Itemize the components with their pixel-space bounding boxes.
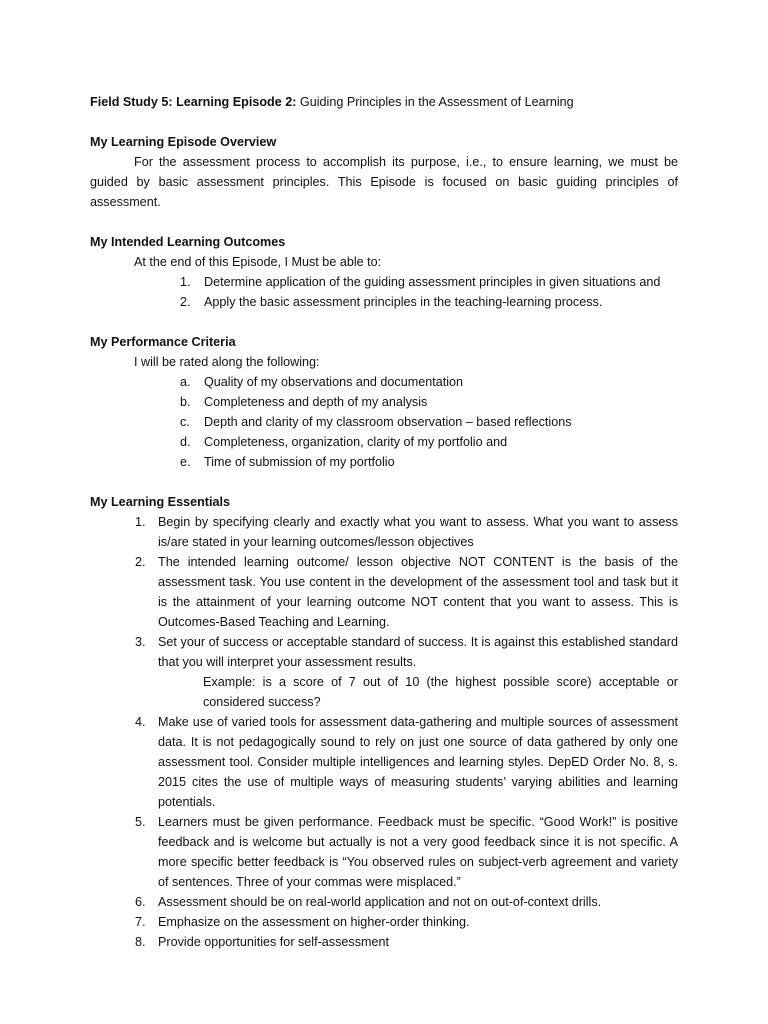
item-letter: c.: [180, 415, 190, 429]
item-text: Determine application of the guiding assessment principles in given situations and: [204, 275, 661, 289]
document-title: [90, 92, 678, 112]
list-item: [90, 892, 678, 912]
item-text: Time of submission of my portfolio: [204, 455, 395, 469]
item-text: Completeness, organization, clarity of my portfolio and: [204, 435, 508, 449]
item-text: Begin by specifying clearly and exactly what you want to assess. What you want to assess is/are stated in your learning outcomes/lesson objectives: [158, 515, 678, 549]
item-number: 4.: [135, 715, 146, 729]
essentials-list: [90, 512, 678, 952]
overview-heading: My Learning Episode Overview: [90, 135, 277, 149]
item-number: 2.: [180, 295, 191, 309]
item-number: 5.: [135, 815, 146, 829]
item-letter: a.: [180, 375, 191, 389]
item-body: [158, 632, 678, 712]
list-item: [90, 812, 678, 892]
item-text: Make use of varied tools for assessment data-gathering and multiple sources of assessment data. It is not pedagogically sound to rely on just one source of data gathered by only one assessment tool. Consider multiple intelligences and learning styles. DepED Order No. 8, s. 2015 cites the use of multiple ways of measuring students’ varying abilities and learning potentials.: [158, 715, 678, 809]
item-text: Learners must be given performance. Feedback must be specific. “Good Work!” is positive feedback and is welcome but actually is not a very good feedback since it is not specific. A more specific better feedback is “You observed rules on subject-verb agreement and variety of sentences. Three of your commas were misplaced.”: [158, 815, 678, 889]
list-item: [90, 712, 678, 812]
item-text: Provide opportunities for self-assessment: [158, 935, 389, 949]
item-text: Quality of my observations and documentation: [204, 375, 464, 389]
list-item: [90, 392, 678, 412]
overview-text: For the assessment process to accomplish its purpose, i.e., to ensure learning, we must be guided by basic assessment principles. This Episode is focused on basic guiding principles of assessment.: [90, 155, 678, 209]
item-text: Assessment should be on real-world application and not on out-of-context drills.: [158, 895, 602, 909]
item-letter: e.: [180, 455, 191, 469]
list-item: [90, 432, 678, 452]
item-number: 6.: [135, 895, 146, 909]
list-item: [90, 412, 678, 432]
criteria-intro: I will be rated along the following:: [134, 355, 320, 369]
item-number: 7.: [135, 915, 146, 929]
item-text: Depth and clarity of my classroom observation – based reflections: [204, 415, 572, 429]
criteria-heading: My Performance Criteria: [90, 335, 236, 349]
item-number: 3.: [135, 635, 146, 649]
list-item: [90, 452, 678, 472]
document-body: [90, 92, 678, 952]
item-number: 8.: [135, 935, 146, 949]
item-letter: d.: [180, 435, 191, 449]
item-text: Apply the basic assessment principles in the teaching-learning process.: [204, 295, 603, 309]
list-item: [90, 552, 678, 632]
outcomes-list: [90, 272, 678, 312]
item-text: Emphasize on the assessment on higher-order thinking.: [158, 915, 470, 929]
outcomes-intro: At the end of this Episode, I Must be able to:: [134, 255, 382, 269]
example-text: Example: is a score of 7 out of 10 (the highest possible score) acceptable or considered success?: [203, 675, 678, 709]
list-item: [90, 512, 678, 552]
item-text: Completeness and depth of my analysis: [204, 395, 428, 409]
item-text: The intended learning outcome/ lesson objective NOT CONTENT is the basis of the assessment task. You use content in the development of the assessment tool and task but it is the attainment of your learning outcome NOT content that you want to assess. This is Outcomes-Based Teaching and Learning.: [158, 555, 678, 629]
criteria-list: [90, 372, 678, 472]
list-item: [90, 912, 678, 932]
item-letter: b.: [180, 395, 191, 409]
list-item: [90, 632, 678, 712]
item-number: 1.: [180, 275, 191, 289]
list-item: [90, 372, 678, 392]
title-rest: Guiding Principles in the Assessment of Learning: [296, 95, 574, 109]
item-number: 2.: [135, 555, 146, 569]
item-number: 1.: [135, 515, 146, 529]
list-item: [90, 932, 678, 952]
item-text: Set your of success or acceptable standard of success. It is against this established standard that you will interpret your assessment results.: [158, 635, 678, 669]
outcomes-heading: My Intended Learning Outcomes: [90, 235, 286, 249]
list-item: [90, 292, 678, 312]
title-bold: Field Study 5: Learning Episode 2:: [90, 95, 297, 109]
list-item: [90, 272, 678, 292]
essentials-heading: My Learning Essentials: [90, 495, 230, 509]
